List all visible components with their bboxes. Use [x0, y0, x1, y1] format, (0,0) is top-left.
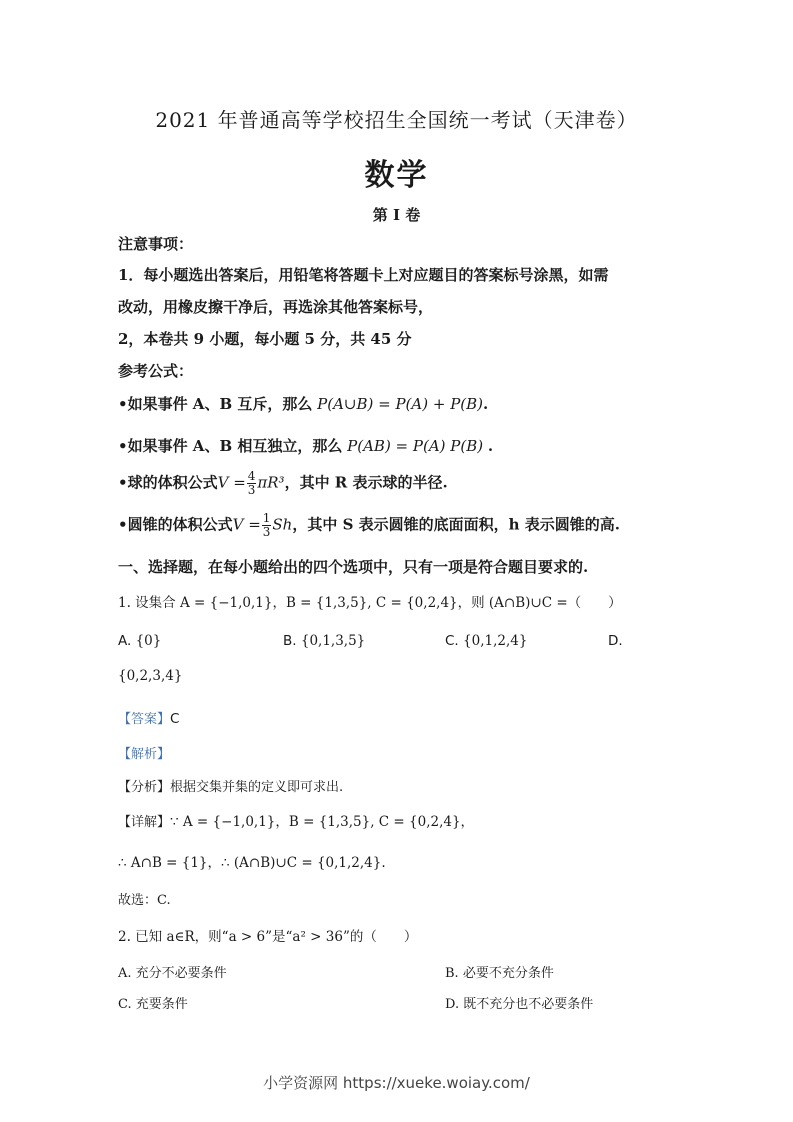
question-1-detail-line-1: 【详解】∵ A = {−1,0,1}，B = {1,3,5}, C = {0,2,4}，	[118, 814, 475, 830]
formulas-heading: 参考公式：	[118, 362, 194, 380]
formula-2-end: .	[487, 437, 494, 455]
formula-1-end: .	[483, 395, 489, 413]
formula-1-text: •如果事件 A、B 互斥，那么	[118, 395, 313, 413]
question-1-answer: 【答案】C	[118, 711, 180, 727]
question-1-detail-line-2: ∴ A∩B = {1}，∴ (A∩B)∪C = {0,1,2,4}.	[118, 855, 386, 871]
formula-2-math: P(AB) = P(A) P(B)	[347, 437, 484, 455]
formula-sphere-volume	[118, 470, 448, 497]
question-1-option-b: B. {0,1,3,5}	[283, 633, 366, 649]
question-1-stem: 1. 设集合 A = {−1,0,1}，B = {1,3,5}, C = {0,2,4}，则 (A∩B)∪C =（ ）	[118, 595, 622, 611]
formula-3-text: •球的体积公式	[118, 473, 218, 492]
formula-3-tail: ，其中 R 表示球的半径.	[284, 473, 448, 492]
question-1-analysis-tag: 【解析】	[118, 747, 171, 762]
notice-item-1-line-1: 1．每小题选出答案后，用铅笔将答题卡上对应题目的答案标号涂黑，如需	[118, 266, 609, 284]
question-2-option-b: B. 必要不充分条件	[445, 966, 554, 981]
question-1-option-a: A. {0}	[118, 633, 162, 649]
formula-2-text: •如果事件 A、B 相互独立，那么	[118, 437, 343, 455]
formula-4-tail: ，其中 S 表示圆锥的底面面积，h 表示圆锥的高.	[292, 515, 620, 534]
footer-watermark-link[interactable]: 小学资源网 https://xueke.woiay.com/	[263, 1074, 530, 1092]
formula-mutually-exclusive	[118, 393, 488, 414]
formula-3-fraction: $\frac{4}{3}$	[247, 469, 256, 497]
question-1-option-d: {0,2,3,4}	[118, 668, 183, 684]
notice-item-2: 2，本卷共 9 小题，每小题 5 分，共 45 分	[118, 330, 412, 348]
exam-title: 2021 年普通高等学校招生全国统一考试（天津卷）	[155, 108, 638, 132]
question-1-option-c: C. {0,1,2,4}	[445, 633, 528, 649]
question-1-fenxi: 【分析】根据交集并集的定义即可求出.	[118, 780, 344, 795]
formula-3-math-pre: V =	[217, 473, 246, 492]
formula-4-math-pre: V =	[232, 515, 261, 534]
question-2-option-c: C. 充要条件	[118, 997, 188, 1012]
formula-4-text: •圆锥的体积公式	[118, 515, 233, 534]
question-2-option-a: A. 充分不必要条件	[118, 966, 227, 981]
subject-title: 数学	[364, 158, 429, 193]
formula-independent	[118, 435, 493, 456]
question-2-option-d: D. 既不充分也不必要条件	[445, 997, 594, 1012]
formula-cone-volume	[118, 512, 620, 539]
formula-4-fraction: $\frac{1}{3}$	[262, 511, 271, 539]
notice-heading: 注意事项：	[118, 235, 194, 253]
question-1-option-d-label: D.	[608, 633, 623, 649]
formula-4-math-post: Sh	[272, 515, 293, 534]
question-1-conclusion: 故选：C.	[118, 893, 171, 908]
section-1-heading: 一、选择题，在每小题给出的四个选项中，只有一项是符合题目要求的.	[118, 558, 589, 576]
formula-3-math-post: πR³	[257, 473, 285, 492]
formula-1-math: P(A∪B) = P(A) + P(B)	[317, 395, 484, 413]
volume-title: 第 I 卷	[372, 206, 421, 224]
notice-item-1-line-2: 改动，用橡皮擦干净后，再选涂其他答案标号，	[118, 298, 434, 316]
question-2-stem: 2. 已知 a∈R，则“a > 6”是“a² > 36”的（ ）	[118, 929, 418, 945]
